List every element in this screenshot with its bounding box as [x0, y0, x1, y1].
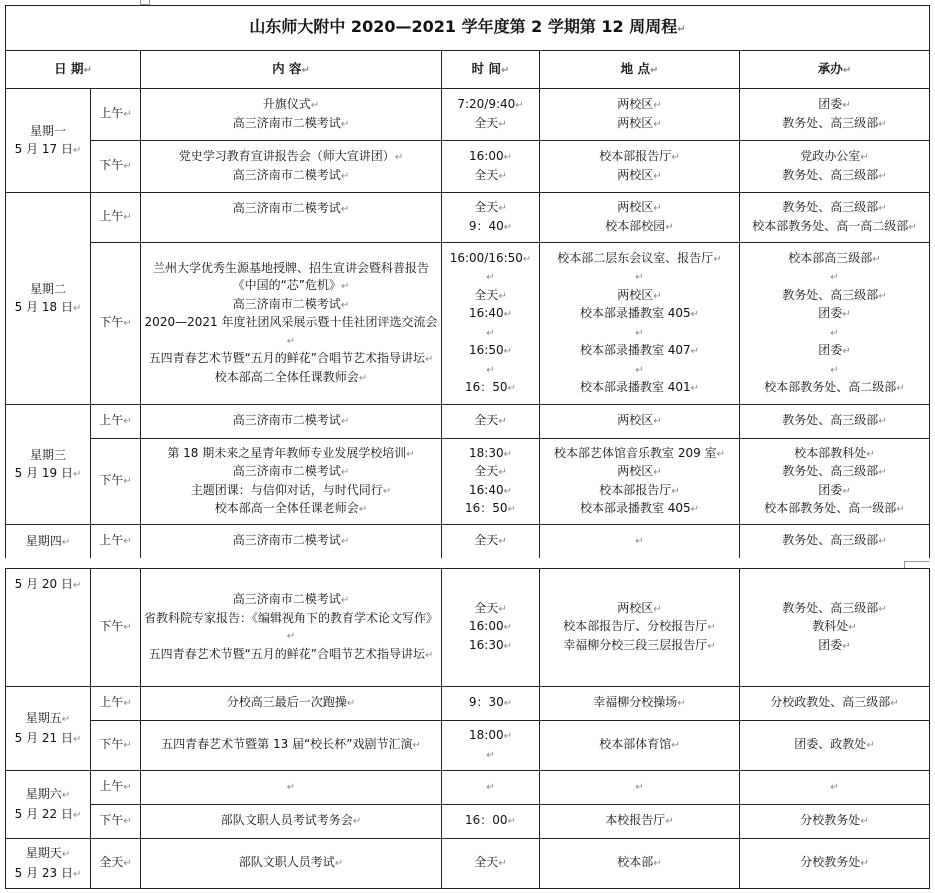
place-cell: ↵	[540, 771, 740, 805]
host-cell: ↵	[740, 771, 930, 805]
time-cell: 7:20/9:40↵ 全天↵	[442, 89, 540, 141]
host-cell: 校本部教科处↵ 教务处、高三级部↵ 团委↵ 校本部教务处、高一级部↵	[740, 439, 930, 525]
host-cell: 党政办公室↵ 教务处、高三级部↵	[740, 141, 930, 193]
time-cell: 16:00/16:50↵ ↵ 全天↵ 16:40↵ ↵ 16:50↵ ↵ 16：50↵	[442, 243, 540, 405]
host-cell: 教务处、高三级部↵ 教科处↵ 团委↵	[740, 569, 930, 687]
session-am: 上午↵	[91, 193, 141, 243]
table-row	[6, 141, 930, 193]
content-cell: 部队文职人员考试↵	[141, 839, 442, 889]
table-row	[6, 839, 930, 889]
place-cell: 两校区↵	[540, 405, 740, 439]
place-cell: 校本部二层东会议室、报告厅↵ ↵ 两校区↵ 校本部录播教室 405↵ ↵ 校本部录播教室 407↵ ↵ 校本部录播教室 401↵	[540, 243, 740, 405]
table-row	[6, 405, 930, 439]
table-row	[6, 805, 930, 839]
host-cell: 校本部高三级部↵ ↵ 教务处、高三级部↵ 团委↵ ↵ 团委↵ ↵ 校本部教务处、高二级部↵	[740, 243, 930, 405]
table-row	[6, 569, 930, 687]
day-cell-wednesday: 星期三 5 月 19 日↵	[6, 405, 91, 525]
header-time: 时 间↵	[442, 51, 540, 89]
day-cell-thursday-date: 5 月 20 日↵	[6, 569, 91, 687]
page-break	[0, 558, 935, 568]
place-cell: 本校报告厅↵	[540, 805, 740, 839]
session-am: 上午↵	[91, 687, 141, 721]
content-cell: 兰州大学优秀生源基地授牌、招生宣讲会暨科普报告《中国的“芯”危机》↵ 高三济南市二模考试↵ 2020—2021 年度社团风采展示暨十佳社团评选交流会↵ 五四青春艺术节暨“五月的鲜花”合唱节艺术指导讲坛↵ 校本部高二全体任课教师会↵	[141, 243, 442, 405]
page-corner-mark	[904, 561, 929, 568]
host-cell: 分校教务处↵	[740, 805, 930, 839]
session-am: 上午↵	[91, 89, 141, 141]
content-cell: 高三济南市二模考试↵	[141, 193, 442, 243]
content-cell: 高三济南市二模考试↵	[141, 525, 442, 559]
place-cell: 校本部体育馆↵	[540, 721, 740, 771]
header-date: 日 期↵	[6, 51, 141, 89]
day-cell-sunday: 星期天↵ 5 月 23 日↵	[6, 839, 91, 889]
day-cell-tuesday: 星期二 5 月 18 日↵	[6, 193, 91, 405]
time-cell: 18:30↵ 全天↵ 16:40↵ 16：50↵	[442, 439, 540, 525]
host-cell: 教务处、高三级部↵ 校本部教务处、高一高二级部↵	[740, 193, 930, 243]
session-am: 上午↵	[91, 771, 141, 805]
day-cell-friday: 星期五↵ 5 月 21 日↵	[6, 687, 91, 771]
place-cell: 幸福柳分校操场↵	[540, 687, 740, 721]
time-cell: 全天↵	[442, 525, 540, 559]
day-cell-monday: 星期一 5 月 17 日↵	[6, 89, 91, 193]
page-title: 山东师大附中 2020—2021 学年度第 2 学期第 12 周周程↵	[6, 6, 930, 51]
content-cell: 升旗仪式↵ 高三济南市二模考试↵	[141, 89, 442, 141]
table-row	[6, 721, 930, 771]
header-place: 地 点↵	[540, 51, 740, 89]
header-host: 承办↵	[740, 51, 930, 89]
table-row	[6, 439, 930, 525]
place-cell: 两校区↵ 校本部校园↵	[540, 193, 740, 243]
host-cell: 教务处、高三级部↵	[740, 405, 930, 439]
content-cell: 五四青春艺术节暨第 13 届“校长杯”戏剧节汇演↵	[141, 721, 442, 771]
time-cell: 全天↵ 9：40↵	[442, 193, 540, 243]
content-cell: 部队文职人员考试考务会↵	[141, 805, 442, 839]
place-cell: ↵	[540, 525, 740, 559]
schedule-table-page-1	[5, 5, 930, 559]
session-pm: 下午↵	[91, 243, 141, 405]
table-row	[6, 771, 930, 805]
day-cell-thursday: 星期四↵	[6, 525, 91, 559]
day-cell-saturday: 星期六↵ 5 月 22 日↵	[6, 771, 91, 839]
table-row	[6, 193, 930, 243]
place-cell: 两校区↵ 两校区↵	[540, 89, 740, 141]
content-cell: 高三济南市二模考试↵	[141, 405, 442, 439]
table-row	[6, 243, 930, 405]
header-content: 内 容↵	[141, 51, 442, 89]
session-pm: 下午↵	[91, 569, 141, 687]
session-pm: 下午↵	[91, 805, 141, 839]
content-cell: ↵	[141, 771, 442, 805]
place-cell: 校本部艺体馆音乐教室 209 室↵ 两校区↵ 校本部报告厅↵ 校本部录播教室 405↵	[540, 439, 740, 525]
time-cell: 18:00↵ ↵	[442, 721, 540, 771]
table-row	[6, 687, 930, 721]
time-cell: 全天↵	[442, 405, 540, 439]
session-pm: 下午↵	[91, 439, 141, 525]
time-cell: 全天↵ 16:00↵ 16:30↵	[442, 569, 540, 687]
table-row	[6, 525, 930, 559]
place-cell: 校本部↵	[540, 839, 740, 889]
time-cell: 16：00↵	[442, 805, 540, 839]
host-cell: 分校政教处、高三级部↵	[740, 687, 930, 721]
host-cell: 分校教务处↵	[740, 839, 930, 889]
content-cell: 分校高三最后一次跑操↵	[141, 687, 442, 721]
place-cell: 两校区↵ 校本部报告厅、分校报告厅↵ 幸福柳分校三段三层报告厅↵	[540, 569, 740, 687]
session-am: 上午↵	[91, 525, 141, 559]
session-am: 上午↵	[91, 405, 141, 439]
header-row	[6, 51, 930, 89]
content-cell: 第 18 期未来之星青年教师专业发展学校培训↵ 高三济南市二模考试↵ 主题团课：与信仰对话，与时代同行↵ 校本部高一全体任课老师会↵	[141, 439, 442, 525]
time-cell: 16:00↵ 全天↵	[442, 141, 540, 193]
time-cell: 全天↵	[442, 839, 540, 889]
schedule-table-page-2	[5, 568, 930, 889]
session-all-day: 全天↵	[91, 839, 141, 889]
table-row	[6, 89, 930, 141]
time-cell: ↵	[442, 771, 540, 805]
place-cell: 校本部报告厅↵ 两校区↵	[540, 141, 740, 193]
content-cell: 党史学习教育宣讲报告会（师大宣讲团）↵ 高三济南市二模考试↵	[141, 141, 442, 193]
host-cell: 团委↵ 教务处、高三级部↵	[740, 89, 930, 141]
session-pm: 下午↵	[91, 141, 141, 193]
host-cell: 教务处、高三级部↵	[740, 525, 930, 559]
session-pm: 下午↵	[91, 721, 141, 771]
host-cell: 团委、政教处↵	[740, 721, 930, 771]
time-cell: 9：30↵	[442, 687, 540, 721]
content-cell: 高三济南市二模考试↵ 省教科院专家报告：《编辑视角下的教育学术论文写作》↵ 五四青春艺术节暨“五月的鲜花”合唱节艺术指导讲坛↵	[141, 569, 442, 687]
